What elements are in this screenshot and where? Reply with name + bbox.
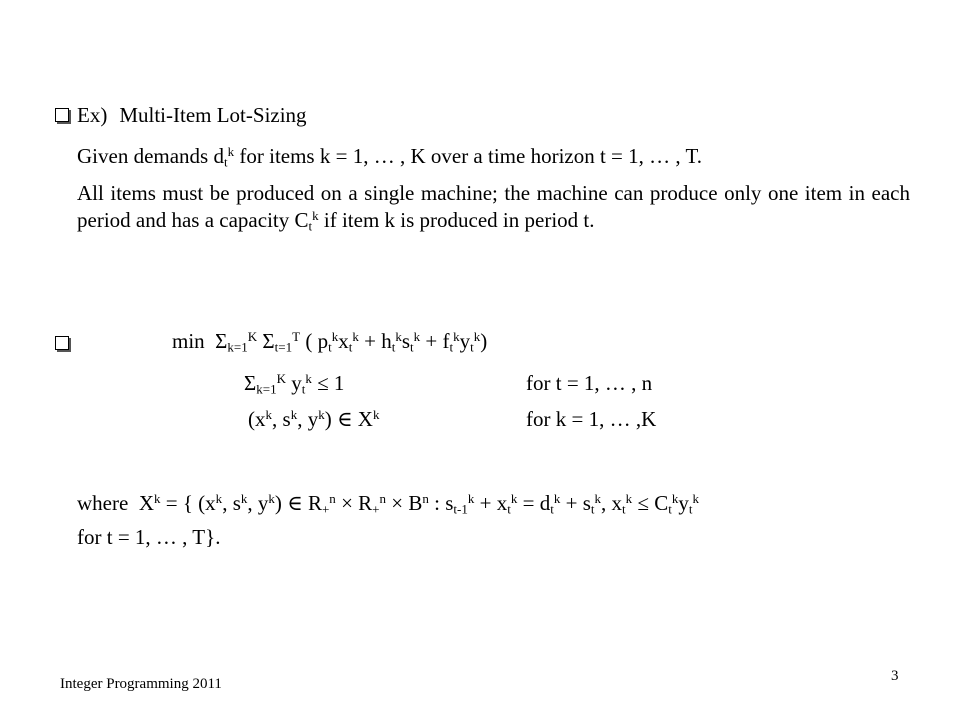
slide-heading (77, 103, 307, 128)
given-demands-line: Given demands $d_t^k$ for items k = 1, … , K over a time horizon t = 1, … , T. (77, 143, 703, 170)
constraint-capacity-range: for t = 1, … , n (526, 371, 653, 395)
bullet-icon (55, 108, 69, 122)
heading-title: Multi-Item Lot-Sizing (119, 103, 307, 127)
bullet-icon (55, 336, 69, 350)
heading-prefix: Ex) (77, 103, 108, 127)
objective-line: $\min \Sigma_{k=1}^K$ $\Sigma_{t=1}^T$ ( $p_t^kx_t^k + h_t^ks_t^k + f_t^ky_t^k$) (172, 328, 488, 355)
where-definition: where $X^k$ = { ($x^k$, $s^k$, $y^k$) ∈ $R_+^n \times R_+^n \times B^n$ : $s_{t-1}^k + x_t^k = d_t^k + s_t^k$, $x_t^k \le C_t^ky_t^k$ (77, 490, 699, 517)
constraint-set-range: for k = 1, … ,K (526, 407, 657, 431)
where-definition-cont: for t = 1, … , T}. (77, 525, 221, 549)
page-number: 3 (891, 668, 899, 684)
constraint-capacity: $\Sigma_{k=1}^K$ $y_t^k \le 1$ (244, 370, 345, 397)
machine-paragraph: All items must be produced on a single machine; the machine can produce only one item in each period and has a capacity $C_t^k$ if item k is produced in period t. (77, 181, 910, 234)
footer-course: Integer Programming 2011 (60, 676, 222, 692)
constraint-set: ($x^k$, $s^k$, $y^k$) ∈ $X^k$ (248, 406, 380, 431)
